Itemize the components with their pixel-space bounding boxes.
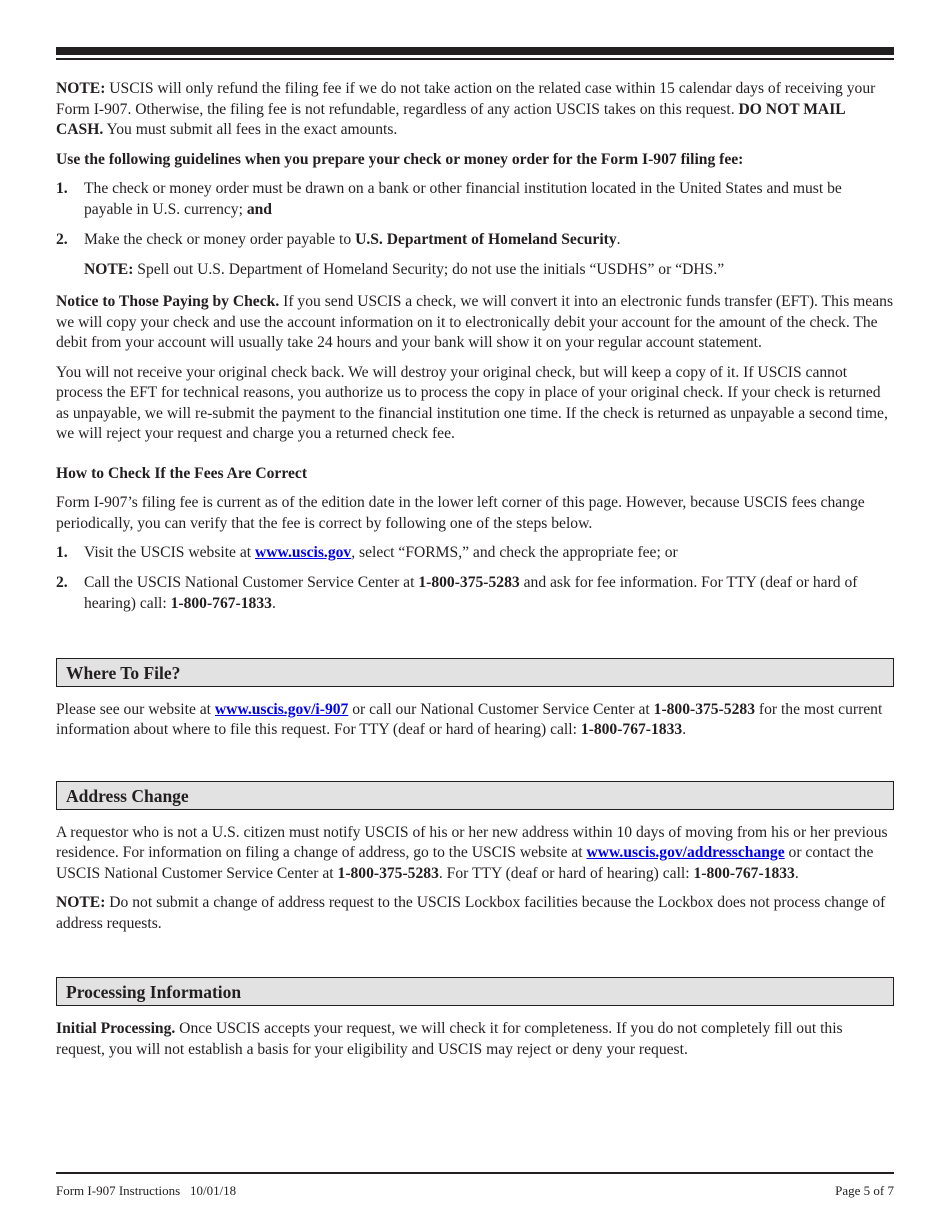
item-end: . [271, 594, 276, 612]
check-notice [56, 292, 894, 354]
phone-number: 1-800-375-5283 [653, 700, 755, 718]
item-text: The check or money order must be drawn on a bank or other financial institution located in the United States and must be payable in U.S. currency; [84, 180, 842, 218]
address-change-link[interactable]: www.uscis.gov/addresschange [586, 844, 785, 861]
page-content [56, 79, 894, 1069]
fees-check-list [56, 543, 894, 614]
text: A requestor who is not a U.S. citizen must notify USCIS of his or her new address within 10 days of moving from his or her previous residence. For information on filing a change of address, go to the USCIS website at [56, 823, 888, 861]
list-number: 2. [56, 230, 68, 248]
list-number: 1. [56, 544, 68, 561]
text-end: . [682, 721, 687, 738]
item-text: Call the USCIS National Customer Service Center at [84, 574, 419, 591]
note-label: NOTE: [84, 260, 134, 278]
item-text: Make the check or money order payable to [84, 230, 356, 248]
phone-number: 1-800-375-5283 [337, 864, 439, 882]
guidelines-list [56, 179, 894, 250]
section-header-address-change: Address Change [56, 781, 894, 810]
check-notice-text: If you send USCIS a check, we will convert it into an electronic funds transfer (EFT). This means we will copy your check and use the account information on it to electronically debit your account for the amount of the check. The debit from your account will usually take 24 hours and your bank will show it on your regular account statement. [56, 293, 894, 351]
check-notice-label: Notice to Those Paying by Check. [56, 293, 280, 310]
no-cash-warning: DO NOT MAIL CASH. [56, 100, 845, 138]
item-end: . [616, 230, 621, 248]
note-text: Spell out U.S. Department of Homeland Security; do not use the initials “USDHS” or “DHS.” [133, 260, 725, 278]
payee-note [56, 260, 894, 281]
section-header-processing: Processing Information [56, 977, 894, 1006]
list-item [56, 543, 894, 564]
payee-name: U.S. Department of Homeland Security [355, 230, 617, 248]
list-item-text [84, 179, 894, 220]
footer-form-id: Form I-907 Instructions 10/01/18 [56, 1183, 237, 1198]
spacer [56, 624, 894, 658]
list-item [56, 179, 894, 220]
note-text: Do not submit a change of address request to the USCIS Lockbox facilities because the Lockbox does not process change of address requests. [56, 894, 886, 932]
text: . For TTY (deaf or hard of hearing) call: [438, 864, 694, 882]
text: Please see our website at [56, 700, 215, 718]
footer-rule [56, 1172, 894, 1174]
where-to-file-text [56, 700, 894, 741]
note-text: USCIS will only refund the filing fee if we do not take action on the related case within 15 calendar days of receiving your Form I-907. Otherwise, the filing fee is not refundable, regardless of any action USCIS takes on this request. [56, 80, 876, 118]
fees-check-intro: Form I-907’s filing fee is current as of the edition date in the lower left corner of this page. However, because USCIS fees change periodically, you can verify that the fee is correct by following one of the steps below. [56, 494, 865, 532]
uscis-website-link[interactable]: www.uscis.gov [255, 544, 352, 561]
list-item-text [84, 230, 894, 251]
list-item [56, 230, 894, 251]
text: Once USCIS accepts your request, we will check it for completeness. If you do not completely fill out this request, you will not establish a basis for your eligibility and USCIS may reject or deny your request. [56, 1020, 843, 1058]
fees-check-heading: How to Check If the Fees Are Correct [56, 464, 308, 482]
item-text-end: , select “FORMS,” and check the appropriate fee; or [351, 544, 678, 561]
header-rule-thin [56, 58, 894, 60]
spacer [56, 1006, 894, 1019]
refund-note [56, 79, 894, 141]
spacer [56, 687, 894, 700]
i907-website-link[interactable]: www.uscis.gov/i-907 [214, 700, 349, 718]
address-change-text [56, 823, 894, 885]
list-item-text [84, 573, 894, 614]
initial-processing-label: Initial Processing. [56, 1020, 176, 1037]
list-item [56, 573, 894, 614]
item-text: and ask for fee information. For TTY (deaf or hard of hearing) call: [84, 574, 858, 612]
text: or call our National Customer Service Center at [348, 700, 654, 718]
tty-number: 1-800-767-1833 [693, 864, 795, 882]
guidelines-heading-text: Use the following guidelines when you prepare your check or money order for the Form I-907 filing fee: [56, 150, 744, 168]
text: or contact the USCIS National Customer Service Center at [56, 844, 874, 882]
note-text-end: You must submit all fees in the exact amounts. [103, 121, 398, 138]
phone-number: 1-800-375-5283 [418, 574, 520, 591]
spacer [56, 943, 894, 977]
note-label: NOTE: [56, 894, 106, 911]
section-header-where-to-file: Where To File? [56, 658, 894, 687]
tty-number: 1-800-767-1833 [580, 721, 683, 738]
footer-page-number: Page 5 of 7 [835, 1183, 894, 1198]
list-number: 1. [56, 180, 68, 197]
item-text: Visit the USCIS website at [84, 544, 256, 561]
guidelines-heading [56, 150, 894, 171]
item-bold: and [246, 200, 272, 218]
text-end: . [794, 864, 799, 882]
check-notice-para2: You will not receive your original check back. We will destroy your original check, but will keep a copy of it. If USCIS cannot process the EFT for technical reasons, you authorize us to process the copy in place of your original check. If your check is returned as unpayable, we will re-submit the payment to the financial institution one time. If the check is returned as unpayable a second time, we will reject your request and charge you a returned check fee. [56, 363, 888, 442]
list-item-text [84, 543, 894, 564]
text: for the most current information about where to file this request. For TTY (deaf or hard of hearing) call: [56, 700, 883, 738]
list-number: 2. [56, 574, 68, 591]
initial-processing-text [56, 1019, 894, 1060]
tty-number: 1-800-767-1833 [170, 594, 272, 612]
note-label: NOTE: [56, 80, 106, 97]
lockbox-note [56, 893, 894, 934]
spacer [56, 810, 894, 823]
spacer [56, 750, 894, 781]
header-rule-thick [56, 47, 894, 55]
